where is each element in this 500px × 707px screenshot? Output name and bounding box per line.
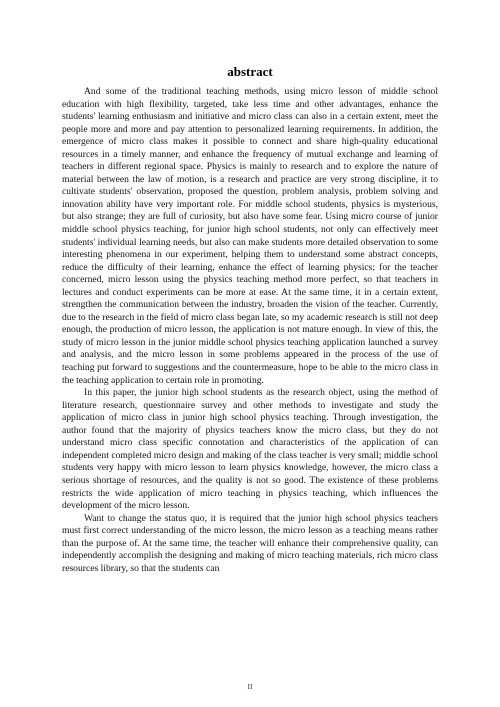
page-number: II [247,682,253,691]
paragraph-3: Want to change the status quo, it is required that the junior high school physics teachers must first correct understanding of the micro lesson, the micro lesson as a teaching means rather than the purpose of. At the same time, the teacher will enhance their comprehensive quality, can independently accomplish the designing and making of micro teaching materials, rich micro class resources library, so that the students can [62,512,438,574]
abstract-title: abstract [227,64,273,79]
paragraph-1: And some of the traditional teaching methods, using micro lesson of middle school education with high flexibility, targeted, take less time and other advantages, enhance the students' learning enthusiasm and initiative and micro class can also in a certain extent, meet the people more and more and pay attention to personalized learning requirements. In addition, the emergence of micro class makes it possible to connect and share high-quality educational resources in a timely manner, and enhance the frequency of mutual exchange and learning of teachers in different regional space. Physics is mainly to research and to explore the nature of material between the law of motion, is a research and practice are very strong discipline, it to cultivate students' observation, proposed the question, problem analysis, problem solving and innovation ability have very important role. For middle school students, physics is mysterious, but also strange; they are full of curiosity, but also have some fear. Using micro course of junior middle school physics teaching, for junior high school students, not only can effectively meet students' individual learning needs, but also can make students more detailed observation to some interesting phenomena in our experiment, helping them to understand some abstract concepts, reduce the difficulty of their learning, enhance the effect of learning physics; for the teacher concerned, micro lesson using the physics teaching method more perfect, so that teachers in lectures and conduct experiments can be more at ease. At the same time, it in a certain extent, strengthen the communication between the industry, broaden the vision of the teacher. Currently, due to the research in the field of micro class began late, so my academic research is still not deep enough, the production of micro lesson, the application is not mature enough. In view of this, the study of micro lesson in the junior middle school physics teaching application launched a survey and analysis, and the micro lesson in some problems appeared in the process of the use of teaching put forward to suggestions and the countermeasure, hope to be able to the micro class in the teaching application to certain role in promoting. [62,86,438,386]
abstract-body [62,86,438,575]
paragraph-2: In this paper, the junior high school students as the research object, using the method of literature research, questionnaire survey and other methods to investigate and study the application of micro class in junior high school physics teaching. Through investigation, the author found that the majority of physics teachers know the micro class, but they do not understand micro class specific connotation and characteristics of the application of can independent completed micro design and making of the class teacher is very small; middle school students very happy with micro lesson to learn physics knowledge, however, the micro class a serious shortage of resources, and the quality is not so good. The existence of these problems restricts the wide application of micro teaching in physics teaching, which influences the development of the micro lesson. [62,387,438,512]
